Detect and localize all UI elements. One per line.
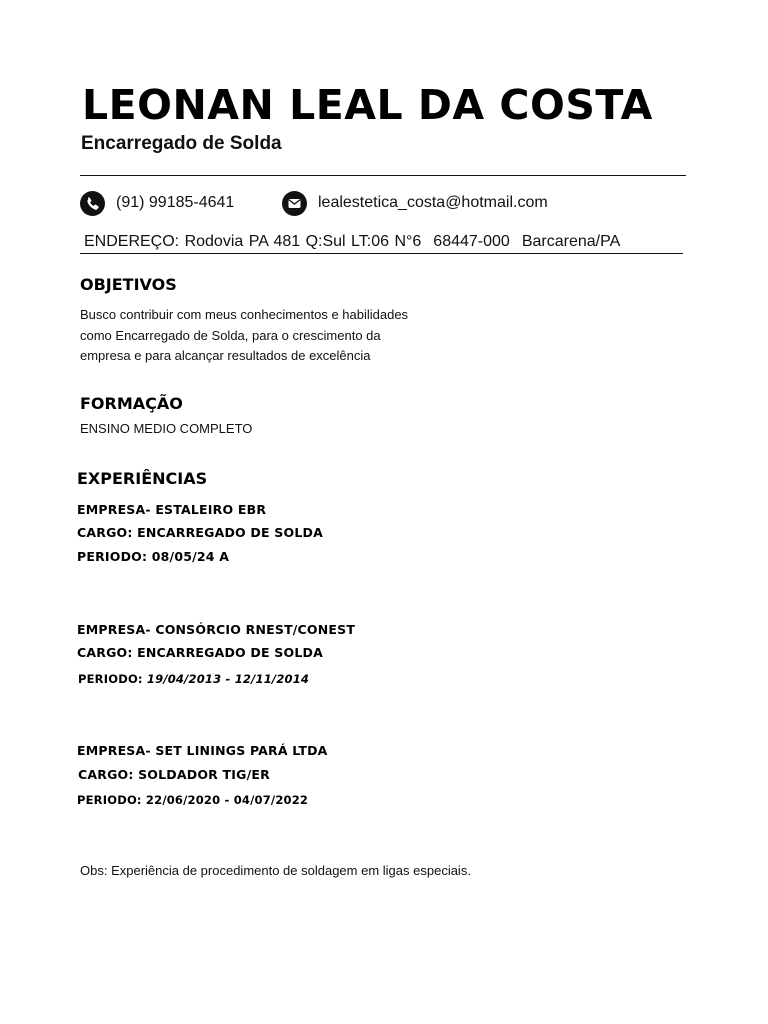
objetivos-line: empresa e para alcançar resultados de excelência <box>80 348 371 363</box>
section-title-experiencias: EXPERIÊNCIAS <box>77 469 208 488</box>
experience-period: PERIODO: 22/06/2020 - 04/07/2022 <box>77 793 309 807</box>
experience-company: EMPRESA- ESTALEIRO EBR <box>77 502 267 517</box>
address-city: Barcarena/PA <box>521 233 621 250</box>
header-divider <box>80 175 686 176</box>
section-title-formacao: FORMAÇÃO <box>80 394 183 413</box>
objetivos-line: como Encarregado de Solda, para o crescimento da <box>80 327 381 343</box>
email-address: lealestetica_costa@hotmail.com <box>318 194 548 211</box>
address-street: ENDEREÇO: Rodovia PA 481 Q:Sul LT:06 N°6 <box>84 233 422 250</box>
section-title-objetivos: OBJETIVOS <box>80 275 177 294</box>
experience-company: EMPRESA- CONSÓRCIO RNEST/CONEST <box>77 622 356 637</box>
experience-period: PERIODO: 08/05/24 A <box>77 549 230 564</box>
job-title: Encarregado de Solda <box>81 133 282 154</box>
mail-icon <box>282 191 307 216</box>
experience-period-dates: 19/04/2013 - 12/11/2014 <box>146 672 310 686</box>
experience-company: EMPRESA- SET LININGS PARÁ LTDA <box>77 743 328 758</box>
address <box>84 231 620 253</box>
experience-role: CARGO: ENCARREGADO DE SOLDA <box>77 645 323 660</box>
experience-role: CARGO: SOLDADOR TIG/ER <box>78 767 270 782</box>
formacao-text: ENSINO MEDIO COMPLETO <box>80 421 253 436</box>
phone-icon <box>80 191 105 216</box>
address-divider <box>80 253 683 254</box>
experience-period <box>78 670 309 688</box>
experience-role: CARGO: ENCARREGADO DE SOLDA <box>77 525 323 540</box>
address-cep: 68447-000 <box>433 233 510 250</box>
candidate-name: LEONAN LEAL DA COSTA <box>82 81 653 129</box>
objetivos-line: Busco contribuir com meus conhecimentos e habilidades <box>80 307 409 322</box>
observation-note: Obs: Experiência de procedimento de soldagem em ligas especiais. <box>80 863 471 878</box>
phone-number: (91) 99185-4641 <box>116 194 235 211</box>
experience-period-label: PERIODO: <box>78 672 147 686</box>
objetivos-text <box>80 305 500 367</box>
